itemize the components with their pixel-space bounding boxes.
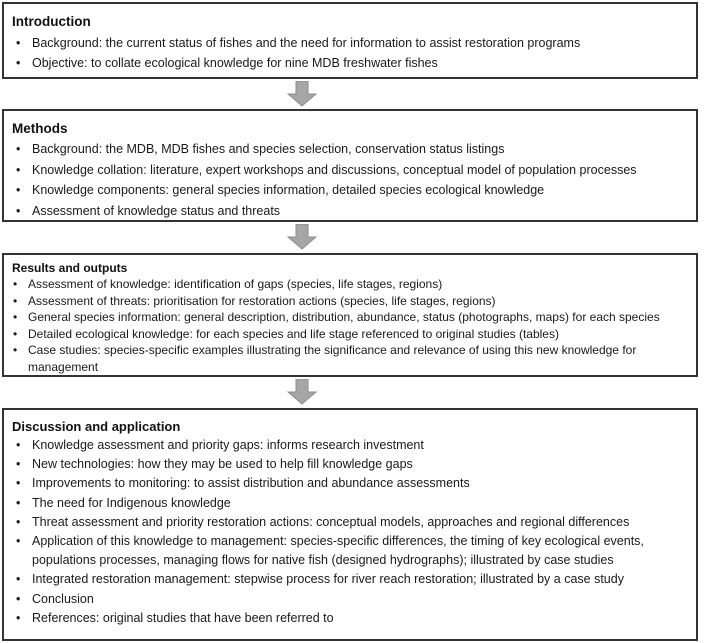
list-item: • Integrated restoration management: stepwise process for river reach restoration; illustrated by a case study xyxy=(12,570,696,589)
list-item: • New technologies: how they may be used to help fill knowledge gaps xyxy=(12,455,696,474)
list-item: • Knowledge components: general species information, detailed species ecological knowledge xyxy=(12,180,696,201)
results-box xyxy=(2,253,698,377)
list-item: • General species information: general description, distribution, abundance, status (photographs, maps) for each species xyxy=(12,309,696,326)
list-item: • Background: the MDB, MDB fishes and species selection, conservation status listings xyxy=(12,139,696,160)
list-item: • References: original studies that have been referred to xyxy=(12,609,696,628)
list-item: • Case studies: species-specific examples illustrating the significance and relevance of using this new knowledge for management xyxy=(12,342,696,375)
list-item: • Assessment of knowledge: identification of gaps (species, life stages, regions) xyxy=(12,276,696,293)
list-item: • Detailed ecological knowledge: for each species and life stage referenced to original studies (tables) xyxy=(12,326,696,343)
discussion-title: Discussion and application xyxy=(12,419,181,434)
introduction-box xyxy=(2,2,698,79)
list-item: • Threat assessment and priority restoration actions: conceptual models, approaches and regional differences xyxy=(12,513,696,532)
list-item: • Knowledge collation: literature, expert workshops and discussions, conceptual model of population processes xyxy=(12,160,696,181)
methods-title: Methods xyxy=(12,121,68,136)
discussion-list xyxy=(12,436,696,628)
list-item: • Objective: to collate ecological knowledge for nine MDB freshwater fishes xyxy=(12,53,696,73)
introduction-title: Introduction xyxy=(12,14,91,29)
down-arrow-icon xyxy=(287,379,317,405)
list-item: • Assessment of knowledge status and threats xyxy=(12,201,696,222)
down-arrow-icon xyxy=(287,81,317,107)
discussion-box xyxy=(2,408,698,641)
list-item: • The need for Indigenous knowledge xyxy=(12,494,696,513)
down-arrow-icon xyxy=(287,224,317,250)
list-item: • Application of this knowledge to management: species-specific differences, the timing of key ecological events, populations processes, managing flows for native fish (designed hydrographs); illustrated by case studies xyxy=(12,532,696,570)
results-list xyxy=(12,276,696,375)
introduction-list xyxy=(12,33,696,73)
list-item: • Knowledge assessment and priority gaps: informs research investment xyxy=(12,436,696,455)
methods-list xyxy=(12,139,696,221)
list-item: • Background: the current status of fishes and the need for information to assist restoration programs xyxy=(12,33,696,53)
list-item: • Assessment of threats: prioritisation for restoration actions (species, life stages, regions) xyxy=(12,293,696,310)
results-title: Results and outputs xyxy=(12,261,128,275)
list-item: • Conclusion xyxy=(12,590,696,609)
list-item: • Improvements to monitoring: to assist distribution and abundance assessments xyxy=(12,474,696,493)
methods-box xyxy=(2,109,698,222)
